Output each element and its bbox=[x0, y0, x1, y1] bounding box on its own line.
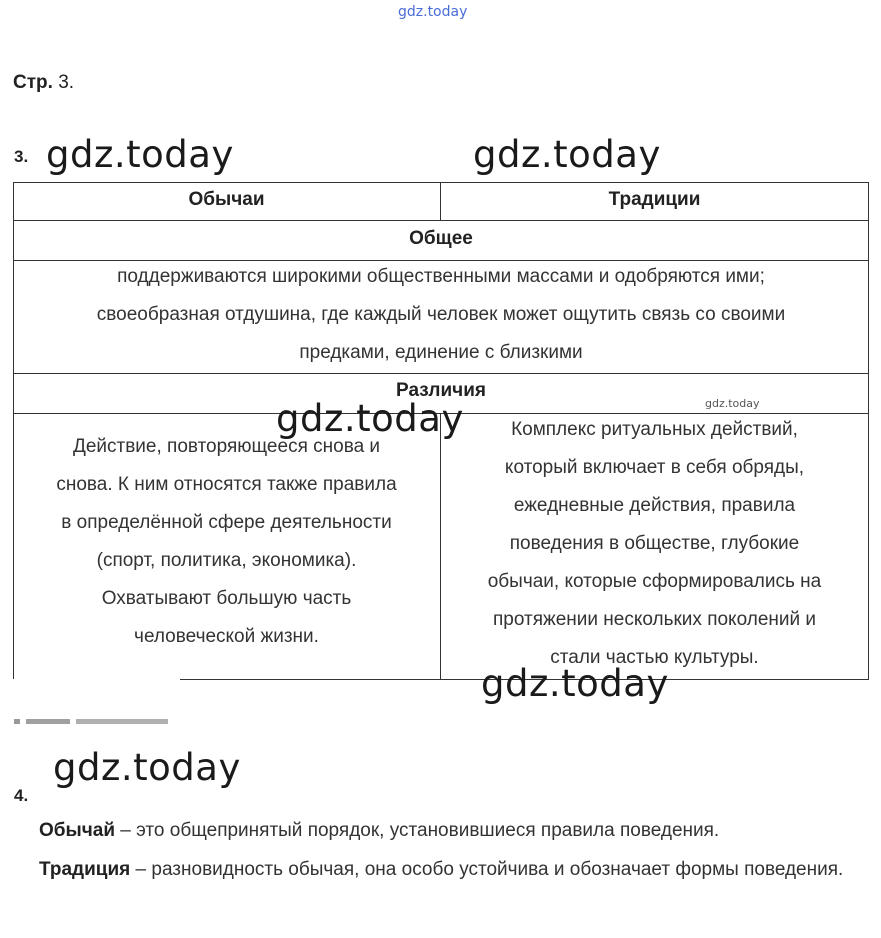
traditions-line: протяжении нескольких поколений и bbox=[493, 609, 816, 630]
customs-cell bbox=[13, 428, 440, 656]
traditions-line: ежедневные действия, правила bbox=[513, 495, 796, 516]
watermark-5: gdz.today bbox=[53, 746, 241, 789]
custom-term: Обычай bbox=[39, 820, 116, 841]
header-customs: Обычаи bbox=[188, 189, 265, 210]
page-number: 3 bbox=[58, 72, 69, 93]
table-border-right bbox=[868, 182, 869, 680]
common-line: поддерживаются широкими общественными массами и одобряются ими; bbox=[117, 266, 765, 287]
traditions-line: стали частью культуры. bbox=[550, 647, 759, 668]
watermark-1: gdz.today bbox=[46, 133, 234, 176]
cut-off-line-glyphs bbox=[14, 718, 174, 726]
traditions-line: который включает в себя обряды, bbox=[504, 457, 805, 478]
page-label bbox=[13, 72, 74, 94]
task-3-number: 3. bbox=[14, 147, 29, 166]
watermark-2: gdz.today bbox=[473, 133, 661, 176]
traditions-line: обычаи, которые сформировались на bbox=[487, 571, 822, 592]
header-traditions: Традиции bbox=[608, 189, 701, 210]
watermark-3: gdz.today bbox=[276, 397, 464, 440]
differences-title: Различия bbox=[396, 380, 486, 401]
customs-line: в определённой сфере деятельности bbox=[61, 512, 392, 533]
custom-definition bbox=[14, 811, 870, 850]
tradition-definition bbox=[14, 850, 870, 889]
custom-definition-text: – это общепринятый порядок, установившиеся правила поведения. bbox=[115, 820, 720, 841]
table-line-header bbox=[13, 220, 869, 221]
tradition-term: Традиция bbox=[39, 859, 131, 880]
common-title: Общее bbox=[409, 228, 473, 249]
page-label-text: Стр. bbox=[13, 72, 53, 93]
table-line-common-body bbox=[13, 373, 869, 374]
customs-line: (спорт, политика, экономика). bbox=[96, 550, 357, 571]
watermark-top: gdz.today bbox=[398, 4, 468, 20]
table-border-top bbox=[13, 182, 869, 183]
watermark-4: gdz.today bbox=[481, 662, 669, 705]
cut-off-line-fragment bbox=[14, 717, 174, 729]
traditions-cell bbox=[441, 411, 868, 677]
task-4-number: 4. bbox=[14, 786, 29, 805]
common-body bbox=[13, 258, 869, 372]
tradition-definition-text: – разновидность обычая, она особо устойчива и обозначает формы поведения. bbox=[130, 859, 844, 880]
traditions-line: Комплекс ритуальных действий, bbox=[511, 419, 798, 440]
customs-line: человеческой жизни. bbox=[134, 626, 319, 647]
common-line: своеобразная отдушина, где каждый человек может ощутить связь со своими bbox=[96, 304, 786, 325]
customs-line: снова. К ним относятся также правила bbox=[56, 474, 397, 495]
common-line: предками, единение с близкими bbox=[299, 342, 583, 363]
traditions-line: поведения в обществе, глубокие bbox=[509, 533, 800, 554]
page-label-suffix: . bbox=[68, 72, 75, 93]
customs-line: Охватывают большую часть bbox=[101, 588, 352, 609]
watermark-small: gdz.today bbox=[705, 397, 760, 410]
customs-line: Действие, повторяющееся снова и bbox=[72, 436, 381, 457]
